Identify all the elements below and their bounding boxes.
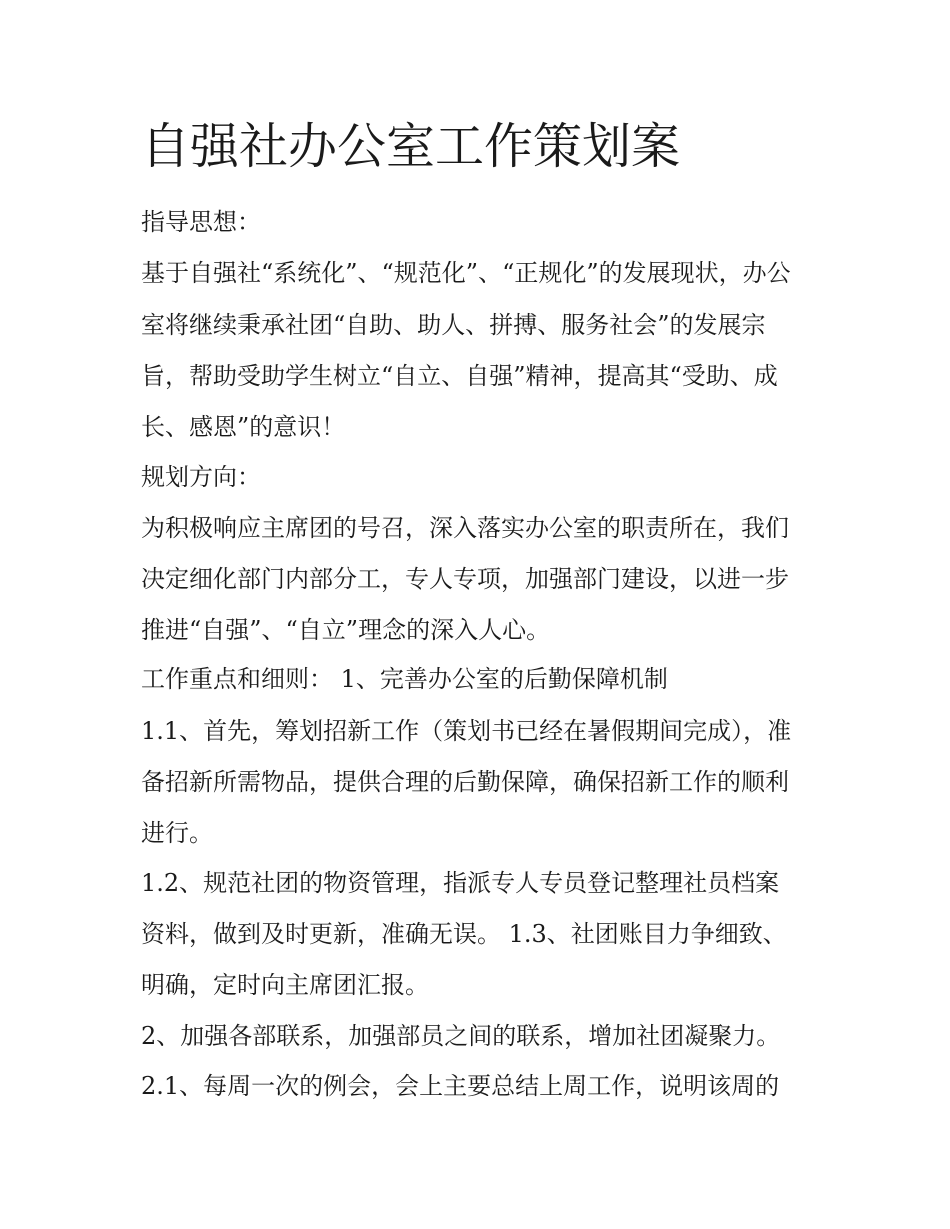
- text-line: 为积极响应主席团的号召，深入落实办公室的职责所在，我们: [141, 514, 789, 542]
- text-line: 进行。: [141, 819, 213, 847]
- text-line: 2、加强各部联系，加强部员之间的联系，增加社团凝聚力。: [141, 1022, 781, 1050]
- text-line: 工作重点和细则： 1、完善办公室的后勤保障机制: [141, 665, 668, 693]
- text-line: 1.1、首先，筹划招新工作（策划书已经在暑假期间完成），准: [141, 717, 792, 745]
- text-line: 推进“自强”、“自立”理念的深入人心。: [141, 616, 551, 644]
- document-title: 自强社办公室工作策划案: [141, 118, 681, 175]
- text-line: 长、感恩”的意识！: [141, 413, 346, 441]
- text-line: 规划方向：: [141, 463, 261, 491]
- text-line: 决定细化部门内部分工，专人专项，加强部门建设，以进一步: [141, 565, 789, 593]
- text-line: 2.1、每周一次的例会，会上主要总结上周工作，说明该周的: [141, 1072, 780, 1100]
- text-line: 基于自强社“系统化”、“规范化”、“正规化”的发展现状，办公: [141, 259, 791, 287]
- text-line: 室将继续秉承社团“自助、助人、拼搏、服务社会”的发展宗: [141, 311, 766, 339]
- text-line: 1.2、规范社团的物资管理，指派专人专员登记整理社员档案: [141, 869, 780, 897]
- text-line: 备招新所需物品，提供合理的后勤保障，确保招新工作的顺利: [141, 768, 789, 796]
- text-line: 资料，做到及时更新，准确无误。 1.3、社团账目力争细致、: [141, 920, 787, 948]
- text-line: 指导思想：: [141, 208, 261, 236]
- text-line: 明确，定时向主席团汇报。: [141, 971, 429, 999]
- text-line: 旨，帮助受助学生树立“自立、自强”精神，提高其“受助、成: [141, 362, 778, 390]
